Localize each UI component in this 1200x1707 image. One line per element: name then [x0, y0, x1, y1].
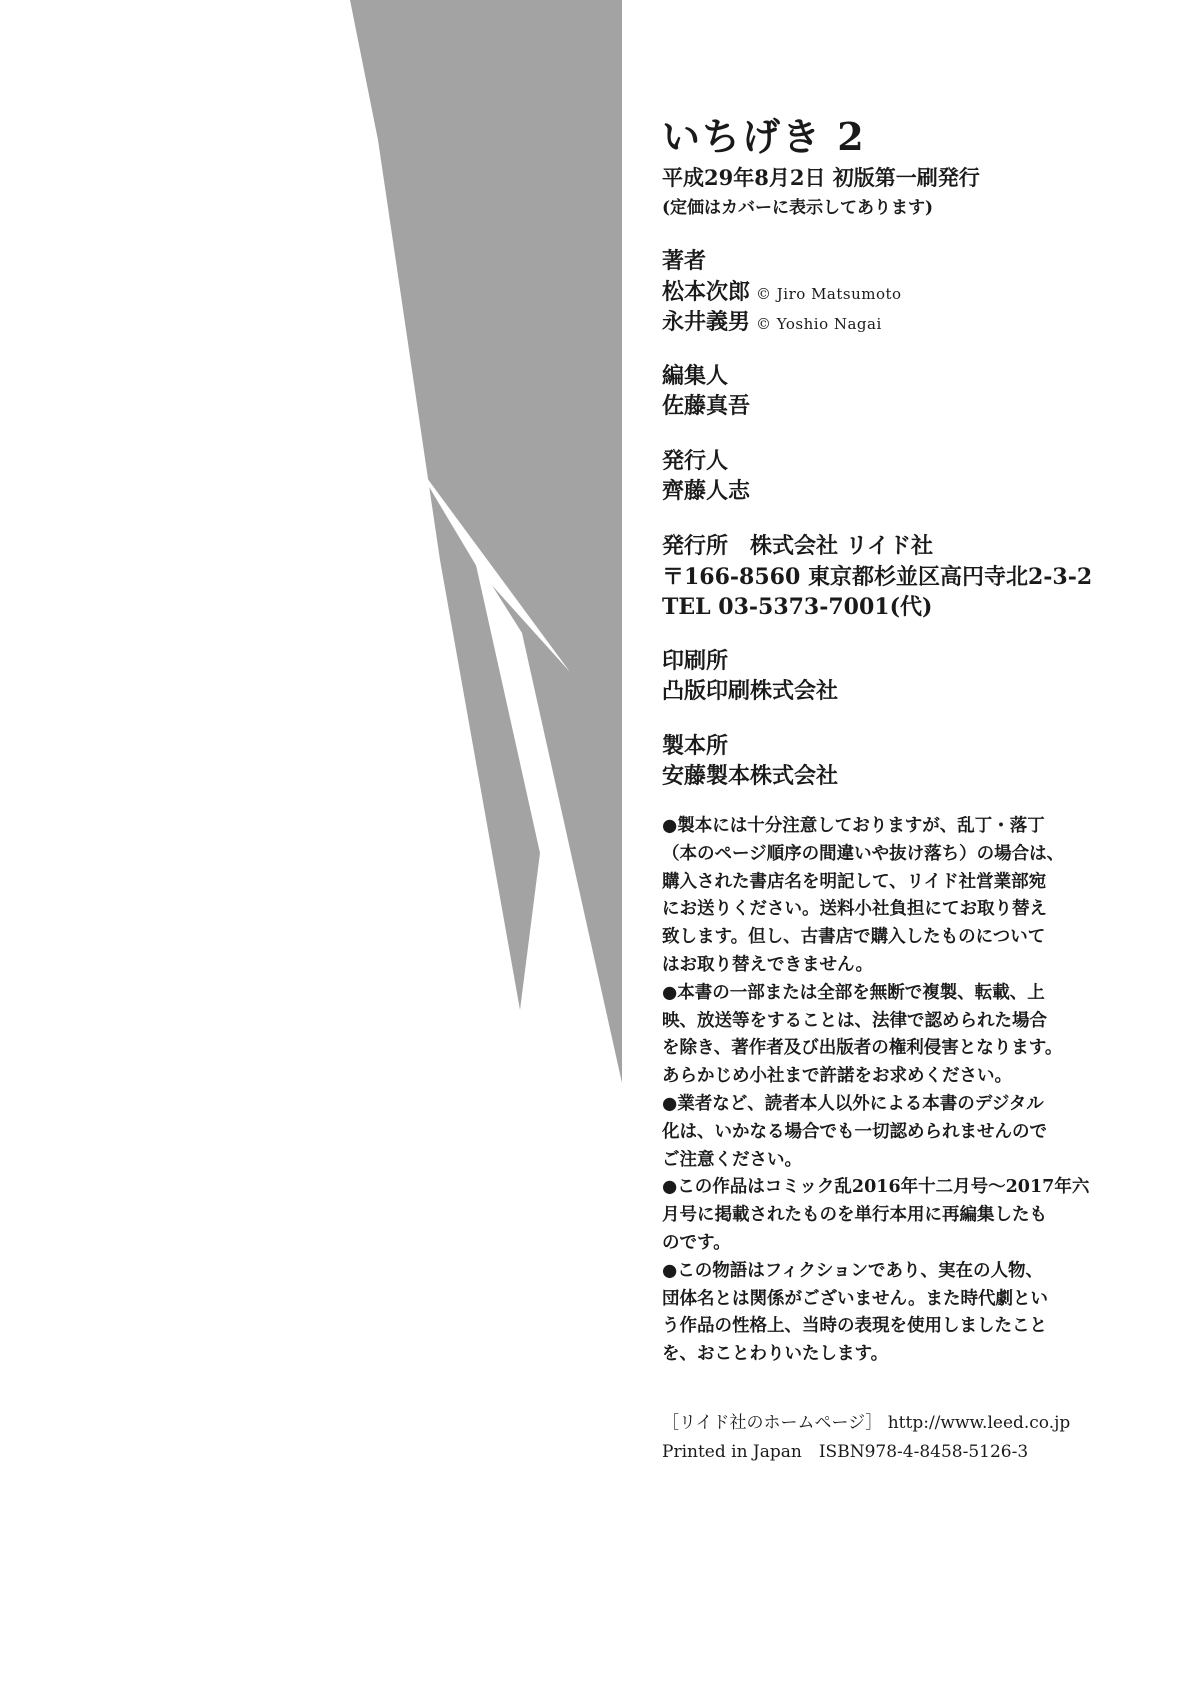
notice-line: 化は、いかなる場合でも一切認められませんので [662, 1121, 1047, 1142]
author-2 [662, 305, 882, 336]
author-1 [662, 275, 902, 306]
notice-line: ●本書の一部または全部を無断で複製、転載、上 [662, 982, 1045, 1003]
notice-line: はお取り替えできません。 [662, 954, 874, 975]
printed-isbn: Printed in Japan ISBN978-4-8458-5126-3 [662, 1442, 1029, 1462]
publisher-tel: TEL 03-5373-7001(代) [662, 594, 933, 620]
author-2-credit: © Yoshio Nagai [756, 315, 882, 333]
notice-line: あらかじめ小社まで許諾をお求めください。 [662, 1066, 1012, 1087]
notice-line: ご注意ください。 [662, 1149, 802, 1170]
author-2-name: 永井義男 [662, 309, 751, 335]
notice-text [662, 813, 1092, 1369]
editor-name: 佐藤真吾 [662, 393, 751, 419]
binder-label: 製本所 [662, 733, 729, 759]
notice-line: う作品の性格上、当時の表現を使用しましたこと [662, 1316, 1047, 1337]
publication-date: 平成29年8月2日 初版第一刷発行 [662, 165, 980, 190]
price-note: (定価はカバーに表示してあります) [662, 198, 934, 218]
notice-line: 致します。但し、古書店で購入したものについて [662, 927, 1046, 948]
notice-line: ●業者など、読者本人以外による本書のデジタル [662, 1093, 1044, 1114]
homepage-url: ［リイド社のホームページ］ http://www.leed.co.jp [662, 1413, 1071, 1433]
publisher-line: 発行所 株式会社 リイド社 [662, 533, 934, 559]
notice-line: 購入された書店名を明記して、リイド社営業部宛 [662, 871, 1047, 892]
notice-line: 映、放送等をすることは、法律で認められた場合 [662, 1010, 1047, 1031]
notice-line: ●この作品はコミック乱2016年十二月号〜2017年六 [662, 1177, 1090, 1198]
notice-line: ●この物語はフィクションであり、実在の人物、 [662, 1260, 1044, 1281]
printer-name: 凸版印刷株式会社 [662, 678, 839, 704]
issuer-name: 齊藤人志 [662, 478, 751, 504]
book-title: いちげき 2 [662, 114, 866, 159]
gray-blade-shape [350, 0, 622, 1083]
notice-line: を、おことわりいたします。 [662, 1344, 889, 1365]
binder-name: 安藤製本株式会社 [662, 763, 839, 789]
notice-line: のです。 [662, 1232, 731, 1253]
notice-line: を除き、著作者及び出版者の権利侵害となります。 [662, 1038, 1063, 1059]
author-1-name: 松本次郎 [662, 279, 751, 305]
printer-label: 印刷所 [662, 648, 729, 674]
author-label: 著者 [662, 248, 707, 274]
notice-line: にお送りください。送料小社負担にてお取り替え [662, 899, 1047, 920]
notice-line: ●製本には十分注意しておりますが、乱丁・落丁 [662, 816, 1045, 836]
notice-line: 団体名とは関係がございません。また時代劇とい [662, 1288, 1049, 1309]
publisher-address: 〒166-8560 東京都杉並区高円寺北2-3-2 [662, 564, 1093, 590]
editor-label: 編集人 [662, 363, 729, 389]
notice-line: 月号に掲載されたものを単行本用に再編集したも [662, 1205, 1047, 1226]
issuer-label: 発行人 [662, 448, 729, 474]
author-1-credit: © Jiro Matsumoto [756, 285, 902, 303]
notice-line: （本のページ順序の間違いや抜け落ち）の場合は、 [662, 843, 1065, 864]
